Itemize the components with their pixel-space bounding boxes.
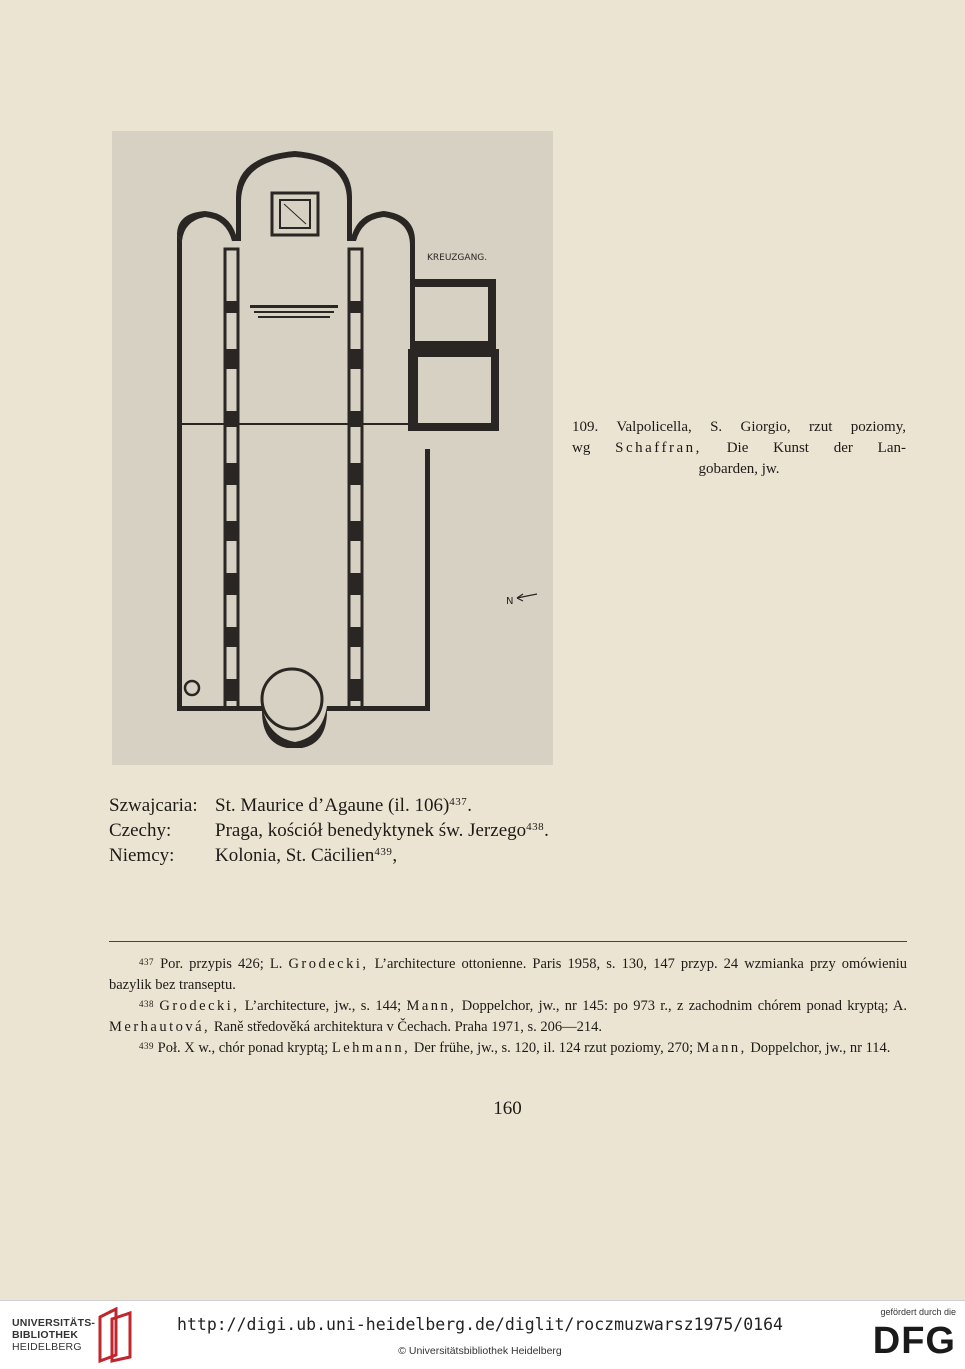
author-name: Merhautová, [109,1019,211,1035]
footnote-number: 437 [139,957,154,967]
country-name: Niemcy: [109,845,175,866]
figure-caption [572,417,906,480]
viewer-footer [0,1300,965,1369]
caption-line3: gobarden, jw. [698,461,780,477]
north-label: N [506,596,514,607]
caption-line2-pre: wg [572,440,591,456]
list-text: Kolonia, St. Cäcilien$^{439}$, [215,845,398,866]
kreuzgang-label: KREUZGANG. [427,253,488,263]
footnote: $^{437}$ Por. przypis 426; L. Grodecki, L’architecture ottonienne. Paris 1958, s. 130, 147 przyp. 24 wzmianka przy omówieniu bazylik bez transeptu. [109,956,908,993]
footnote-number: 438 [139,999,154,1009]
author-name: Mann, [696,1040,747,1056]
caption-line1: Valpolicella, S. Giorgio, rzut poziomy, [616,419,906,435]
country-name: Szwajcaria: [109,795,198,816]
list-item [109,843,549,868]
footnote-ref: 438 [526,821,545,833]
page-number: 160 [493,1098,522,1119]
caption-line2-post: Die Kunst der Lan- [726,440,906,456]
footnote-ref: 439 [374,846,393,858]
floor-plan-drawing [112,131,553,765]
library-logo-icon [98,1307,134,1363]
list-item [109,793,549,818]
footnote-ref: 437 [449,796,468,808]
footnote: $^{438}$ Grodecki, L’architecture, jw., s. 144; Mann, Doppelchor, jw., nr 145: po 973 r., z zachodnim chórem ponad kryptą; A. Merhautová, Raně středověká architektura v Čechach. Praha 1971, s. 206—214. [109,998,908,1035]
author-name: Grodecki, [288,956,369,972]
author-name: Grodecki, [159,998,240,1014]
floor-plan-figure [112,131,553,765]
dfg-logo[interactable]: DFG [872,1320,956,1362]
footnote-divider [109,941,907,942]
caption-number: 109. [572,419,599,435]
list-text: St. Maurice d’Agaune (il. 106)$^{437}$. [215,795,473,816]
footnote: $^{439}$ Poł. X w., chór ponad kryptą; Lehmann, Der frühe, jw., s. 120, il. 124 rzut poziomy, 270; Mann, Doppelchor, jw., nr 114. [139,1040,891,1056]
library-logo[interactable]: UNIVERSITÄTS- BIBLIOTHEK HEIDELBERG [12,1317,96,1353]
country-list [109,793,549,868]
footnote-number: 439 [139,1041,154,1051]
funded-by-label: gefördert durch die [880,1307,956,1317]
footnotes [109,954,907,1059]
permalink-url[interactable]: http://digi.ub.uni-heidelberg.de/diglit/roczmuzwarsz1975/0164 [177,1315,783,1334]
author-name: Mann, [406,998,457,1014]
list-text: Praga, kościół benedyktynek św. Jerzego$^{438}$. [215,820,549,841]
country-name: Czechy: [109,820,172,841]
list-item [109,818,549,843]
caption-author: Schaffran, [615,440,702,456]
copyright-text: © Universitätsbibliothek Heidelberg [398,1345,562,1357]
author-name: Lehmann, [331,1040,411,1056]
